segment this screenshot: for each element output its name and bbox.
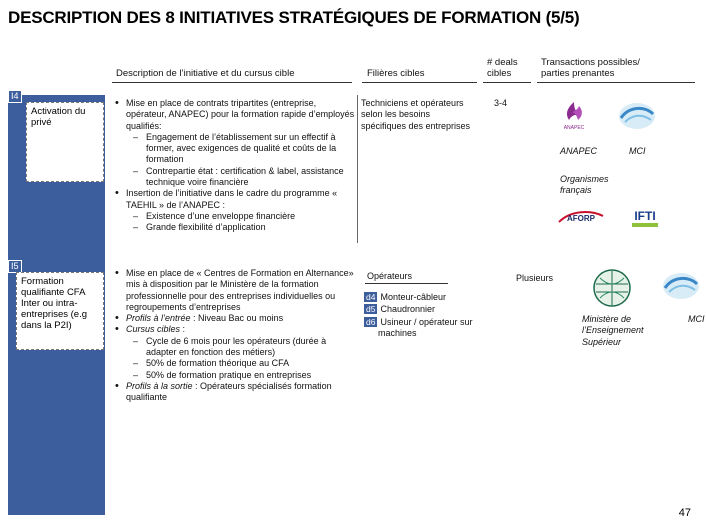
header-underline-transactions xyxy=(537,82,695,83)
i5-bullet2-label: Profils à l’entrée xyxy=(126,313,191,324)
filiere-text-d6: Usineur / opérateur sur machines xyxy=(378,316,473,338)
mci-logo-i5 xyxy=(661,270,701,302)
list-item: – 50% de formation théorique au CFA xyxy=(126,358,355,369)
list-item xyxy=(364,292,476,303)
ifti-logo-text: IFTI xyxy=(634,209,656,223)
aforp-logo-text: AFORP xyxy=(567,214,595,223)
tag-d4: d4 xyxy=(366,292,376,302)
list-item xyxy=(115,188,355,233)
header-deals xyxy=(487,57,518,79)
i5-bullet3-label: Cursus cibles xyxy=(126,324,181,335)
list-item xyxy=(364,317,476,340)
header-deals-line2: cibles xyxy=(487,68,512,79)
list-item xyxy=(115,324,355,380)
list-item xyxy=(115,98,355,188)
list-item: – 50% de formation pratique en entreprises xyxy=(126,370,355,381)
initiative-badge-i5: I5 xyxy=(8,260,22,273)
filieres-title-i5 xyxy=(367,271,412,282)
aforp-logo xyxy=(557,206,605,228)
anapec-logo-text: ANAPEC xyxy=(563,125,585,131)
filieres-underline-i5 xyxy=(365,283,448,284)
i5-bullet2-value: : Niveau Bac ou moins xyxy=(190,313,284,324)
ifti-logo xyxy=(628,204,662,230)
header-deals-line1: # deals xyxy=(487,57,518,68)
list-item: – Existence d’une enveloppe financière xyxy=(126,211,355,222)
label-ministere: Ministère de l’Enseignement Supérieur xyxy=(582,314,644,347)
header-underline-filieres xyxy=(362,82,477,83)
list-item: – Cycle de 6 mois pour les opérateurs (durée à adapter en fonction des métiers) xyxy=(126,336,355,359)
header-transactions-line2: parties prenantes xyxy=(541,68,615,79)
ministere-logo xyxy=(586,268,638,308)
tag-d6: d6 xyxy=(366,316,376,327)
filieres-title-text: Opérateurs xyxy=(367,271,413,281)
header-underline-deals xyxy=(483,82,531,83)
i5-bullet4-value: : Opérateurs spécialisés formation qualifiante xyxy=(126,380,332,403)
list-item xyxy=(115,313,355,324)
i4-bullet1-text: Mise en place de contrats tripartites (entreprise, opérateur, ANAPEC) pour la formation rapide d’employés qualifiés: xyxy=(126,98,355,131)
list-item: – Contrepartie état : certification & label, assistance technique voire financière xyxy=(126,166,355,189)
page-number: 47 xyxy=(678,507,691,519)
header-description: Description de l’initiative et du cursus cible xyxy=(116,68,295,79)
description-i4 xyxy=(115,98,355,234)
list-item xyxy=(115,381,355,404)
i4-bullet2-text: Insertion de l’initiative dans le cadre du programme « TAEHIL » de l’ANAPEC : xyxy=(126,188,338,210)
mci-logo xyxy=(617,100,657,132)
deals-i5: Plusieurs xyxy=(516,273,554,283)
initiative-card-i4 xyxy=(26,102,104,182)
label-anapec: ANAPEC xyxy=(560,146,598,156)
list-item: – Engagement de l’établissement sur un effectif à former, avec exigences de qualité et coûts de la formation xyxy=(126,132,355,166)
deals-i4: 3-4 xyxy=(494,98,508,108)
list-item: • Mise en place de « Centres de Formation en Alternance» mis à disposition par le Ministère de la formation professionnelle pour des entreprises individuelles ou regroupements d’entreprises xyxy=(115,268,355,313)
label-mci-i5: MCI xyxy=(688,314,705,324)
initiative-name-i5: Formation qualifiante CFA Inter ou intra-entreprises (e.g dans la P2I) xyxy=(21,276,88,331)
list-item: – Grande flexibilité d’application xyxy=(126,222,355,233)
header-transactions xyxy=(541,57,640,79)
initiative-badge-i4: I4 xyxy=(8,90,22,103)
initiative-name-i4: Activation du privé xyxy=(31,106,86,128)
i5-bullet4-label: Profils à la sortie xyxy=(126,380,193,391)
anapec-logo xyxy=(561,100,587,132)
list-item xyxy=(364,304,476,315)
column-divider xyxy=(357,95,358,243)
label-mci-i4: MCI xyxy=(629,146,646,156)
header-transactions-line1: Transactions possibles/ xyxy=(541,57,640,68)
description-i5 xyxy=(115,268,355,404)
filieres-list-i5 xyxy=(364,292,476,339)
page-title: DESCRIPTION DES 8 INITIATIVES STRATÉGIQUES DE FORMATION (5/5) xyxy=(8,8,580,27)
tag-d5: d5 xyxy=(366,304,376,315)
i5-bullet3-value: : xyxy=(180,324,186,335)
header-filieres: Filières cibles xyxy=(367,68,425,79)
filiere-text-d5: Chaudronnier xyxy=(380,304,436,315)
label-organismes: Organismes français xyxy=(560,174,609,196)
header-underline-description xyxy=(112,82,352,83)
filieres-i4: Techniciens et opérateurs selon les besoins spécifiques des entreprises xyxy=(361,98,471,131)
initiative-card-i5 xyxy=(16,272,104,350)
filiere-text-d4: Monteur-câbleur xyxy=(380,292,446,302)
